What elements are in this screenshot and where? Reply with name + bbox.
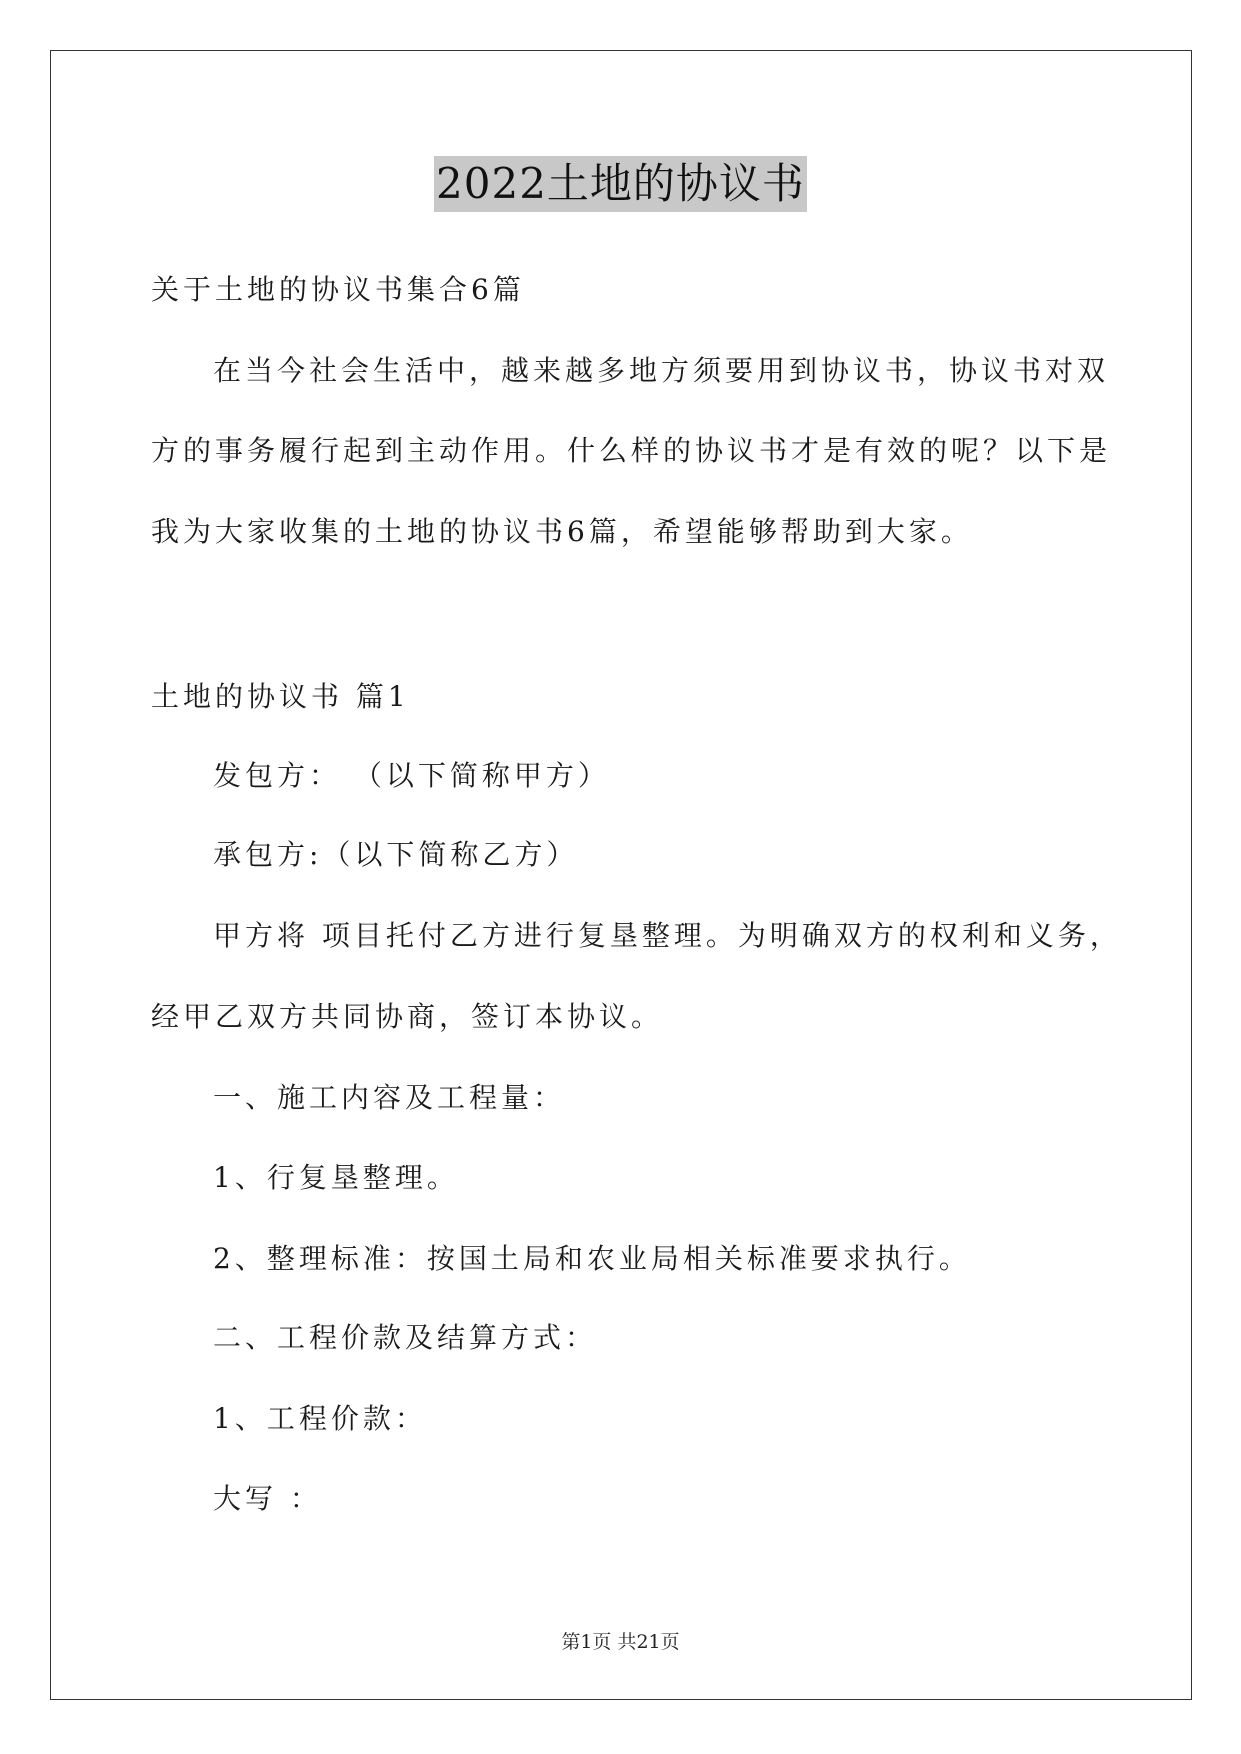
- body-line: 一、施工内容及工程量：: [213, 1081, 566, 1114]
- body-line: 1、行复垦整理。: [213, 1161, 459, 1194]
- document-title: 2022土地的协议书: [434, 156, 807, 212]
- body-line: 发包方： （以下简称甲方）: [213, 759, 610, 792]
- body-line: 1、工程价款：: [213, 1402, 427, 1435]
- body-line: 2、整理标准：按国土局和农业局相关标准要求执行。: [213, 1242, 971, 1275]
- body-line: 甲方将 项目托付乙方进行复垦整理。为明确双方的权利和义务，: [213, 919, 1122, 952]
- intro-line: 方的事务履行起到主动作用。什么样的协议书才是有效的呢？以下是: [151, 434, 1112, 467]
- body-line: 二、工程价款及结算方式：: [213, 1321, 598, 1354]
- section-heading: 土地的协议书 篇1: [151, 680, 410, 713]
- intro-line: 在当今社会生活中，越来越多地方须要用到协议书，协议书对双: [213, 354, 1110, 387]
- body-line: 大写 ：: [213, 1482, 322, 1515]
- title-container: [0, 156, 1241, 212]
- body-line: 承包方:（以下简称乙方）: [213, 838, 579, 871]
- document-subtitle: 关于土地的协议书集合6篇: [151, 273, 525, 306]
- intro-line: 我为大家收集的土地的协议书6篇，希望能够帮助到大家。: [151, 515, 973, 548]
- page-number-footer: 第1页 共21页: [561, 1631, 680, 1653]
- body-line: 经甲乙双方共同协商，签订本协议。: [151, 1000, 664, 1033]
